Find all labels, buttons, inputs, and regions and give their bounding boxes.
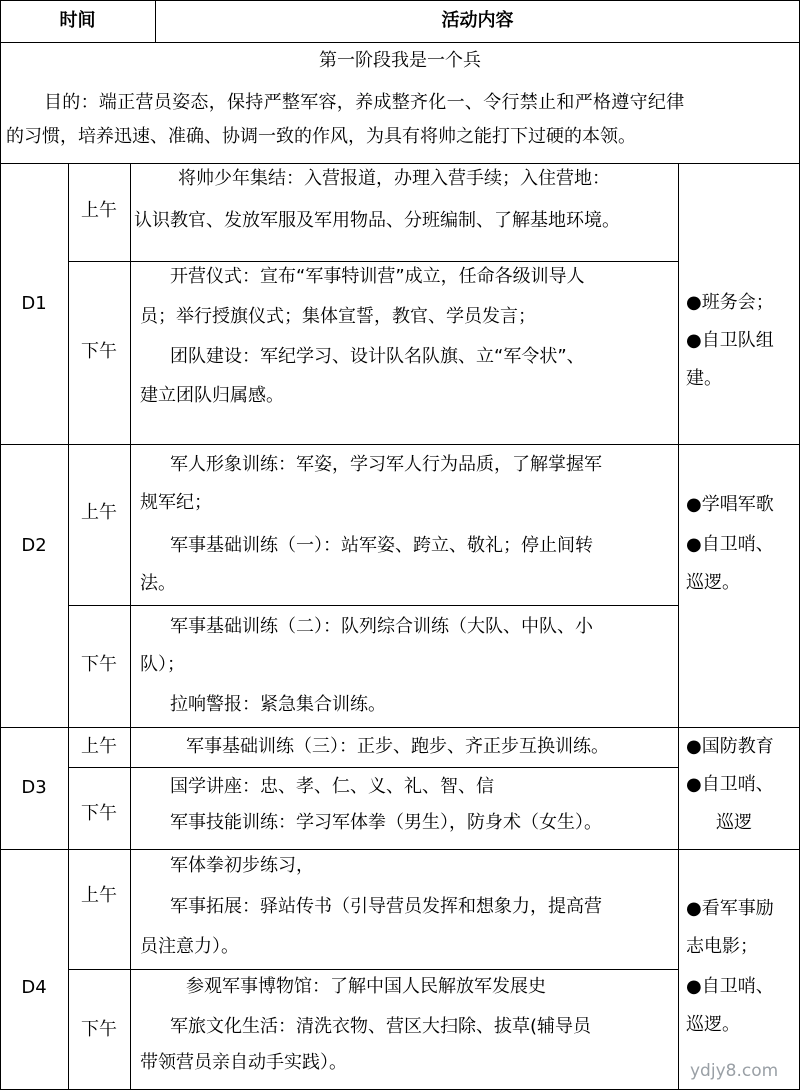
note-line: 巡逻: [716, 812, 752, 833]
activity-line: 认识教官、发放军服及军用物品、分班编制、了解基地环境。: [134, 210, 620, 231]
table-rule: [68, 261, 678, 262]
note-line: ●自卫哨、: [686, 976, 774, 997]
activity-line: 队）；: [140, 654, 185, 675]
activity-line: 军事技能训练：学习军体拳（男生），防身术（女生）。: [170, 812, 602, 833]
activity-line: 带领营员亲自动手实践）。: [140, 1052, 347, 1073]
note-line: ●看军事励: [686, 898, 774, 919]
activity-line: 军体拳初步练习，: [170, 855, 314, 876]
table-rule: [68, 163, 69, 1089]
period-am: 上午: [81, 502, 117, 523]
table-border-bottom: [0, 1089, 800, 1090]
table-rule: [68, 605, 678, 606]
note-line: ●国防教育: [686, 736, 774, 757]
period-pm: 下午: [81, 1019, 117, 1040]
activity-line: 军人形象训练：军姿，学习军人行为品质，了解掌握军: [170, 454, 602, 475]
activity-line: 规军纪；: [140, 492, 212, 513]
activity-line: 拉响警报：紧急集合训练。: [170, 694, 386, 715]
activity-line: 军事基础训练（一）：站军姿、跨立、敬礼；停止间转: [170, 535, 593, 556]
header-time: 时间: [59, 10, 96, 31]
table-rule: [0, 849, 800, 850]
period-am: 上午: [81, 200, 117, 221]
activity-line: 军旅文化生活：清洗衣物、营区大扫除、拔草(辅导员: [170, 1016, 592, 1037]
stage-purpose-line-1: 目的：端正营员姿态，保持严整军容，养成整齐化一、令行禁止和严格遵守纪律: [44, 92, 685, 113]
day-label: D1: [21, 293, 47, 314]
activity-line: 建立团队归属感。: [140, 385, 284, 406]
table-rule: [678, 163, 679, 1089]
note-line: ●自卫哨、: [686, 534, 774, 555]
stage-title: 第一阶段我是一个兵: [319, 50, 481, 71]
table-rule: [0, 444, 800, 445]
activity-line: 团队建设：军纪学习、设计队名队旗、立“军令状”、: [170, 346, 585, 367]
activity-line: 军事基础训练（三）：正步、跑步、齐正步互换训练。: [186, 736, 609, 757]
day-label: D2: [21, 535, 47, 556]
period-am: 上午: [81, 885, 117, 906]
day-label: D4: [21, 977, 47, 998]
stage-purpose-line-2: 的习惯，培养迅速、准确、协调一致的作风，为具有将帅之能打下过硬的本领。: [6, 126, 636, 147]
period-am: 上午: [81, 736, 117, 757]
table-rule: [130, 163, 131, 1089]
table-rule: [0, 42, 800, 43]
activity-line: 法。: [140, 573, 176, 594]
table-border-top: [0, 0, 800, 1]
day-label: D3: [21, 777, 47, 798]
table-rule: [68, 969, 678, 970]
note-line: ●自卫哨、: [686, 774, 774, 795]
activity-line: 军事基础训练（二）：队列综合训练（大队、中队、小: [170, 616, 593, 637]
note-line: 巡逻。: [686, 572, 740, 593]
note-line: ●自卫队组: [686, 330, 774, 351]
activity-line: 开营仪式：宣布“军事特训营”成立，任命各级训导人: [170, 266, 585, 287]
activity-line: 员注意力）。: [140, 936, 239, 957]
note-line: ●班务会；: [686, 292, 774, 313]
activity-line: 员；举行授旗仪式；集体宣誓，教官、学员发言；: [140, 306, 536, 327]
table-rule: [0, 163, 800, 164]
table-rule: [68, 767, 678, 768]
watermark: ydjy8.com: [690, 1061, 779, 1081]
note-line: 建。: [686, 368, 722, 389]
table-rule: [0, 727, 800, 728]
note-line: ●学唱军歌: [686, 494, 774, 515]
header-content: 活动内容: [441, 10, 514, 31]
note-line: 巡逻。: [686, 1014, 740, 1035]
activity-line: 参观军事博物馆：了解中国人民解放军发展史: [186, 976, 546, 997]
activity-line: 将帅少年集结：入营报道，办理入营手续；入住营地：: [178, 168, 610, 189]
note-line: 志电影；: [686, 936, 758, 957]
period-pm: 下午: [81, 341, 117, 362]
period-pm: 下午: [81, 654, 117, 675]
activity-line: 军事拓展：驿站传书（引导营员发挥和想象力，提高营: [170, 896, 602, 917]
activity-line: 国学讲座：忠、孝、仁、义、礼、智、信: [170, 776, 494, 797]
period-pm: 下午: [81, 803, 117, 824]
